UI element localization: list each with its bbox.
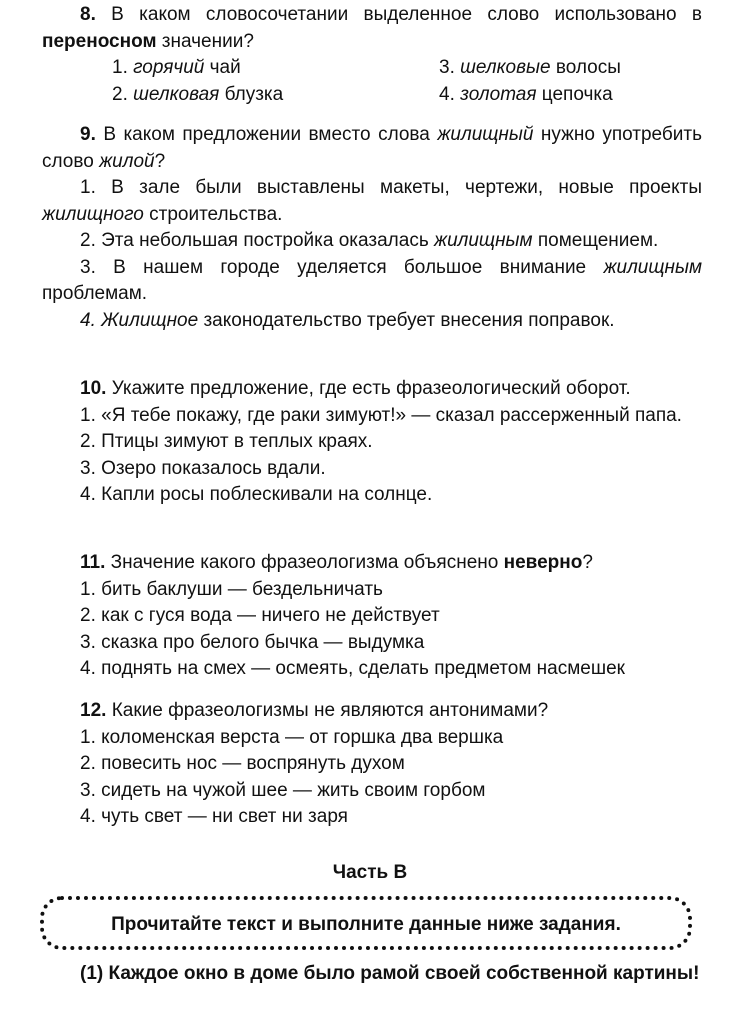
part-b-heading: Часть В (332, 862, 408, 883)
option: 1. горячий чай (112, 57, 241, 78)
question-12-prompt: 12. Какие фразеологизмы не являются антонимами? (80, 700, 549, 721)
option: 1. В зале были выставлены макеты, чертежи, новые проекты жилищного строительства. (42, 177, 702, 225)
question-8 (42, 2, 702, 108)
question-number: 9. (80, 124, 96, 145)
option: 4. чуть свет — ни свет ни заря (80, 806, 348, 827)
question-8-prompt: 8. В каком словосочетании выделенное слово использовано в переносном значении? (42, 4, 702, 52)
option: 3. В нашем городе уделяется большое внимание жилищным проблемам. (42, 256, 702, 304)
option: 2. повесить нос — воспрянуть духом (80, 753, 405, 774)
option: 1. «Я тебе покажу, где раки зимуют!» — сказал рассерженный папа. (80, 404, 682, 426)
question-9 (42, 122, 702, 334)
question-8-options (112, 55, 702, 108)
emphasis-bold: переносном (42, 30, 157, 52)
instruction-text: Прочитайте текст и выполните данные ниже задания. (111, 914, 621, 935)
option: 2. как с гуся вода — ничего не действует (80, 605, 440, 626)
question-10-prompt: 10. Укажите предложение, где есть фразеологический оборот. (80, 378, 631, 399)
question-number: 8. (80, 4, 96, 25)
option: 3. сказка про белого бычка — выдумка (80, 631, 425, 653)
instruction-box (40, 896, 692, 950)
option: 3. шелковые волосы (439, 57, 621, 78)
question-9-prompt: 9. В каком предложении вместо слова жилищный нужно употребить слово жилой? (42, 124, 702, 172)
question-11-prompt: 11. Значение какого фразеологизма объяснено неверно? (80, 552, 593, 573)
option: 3. Озеро показалось вдали. (80, 457, 326, 479)
option: 2. Эта небольшая постройка оказалась жилищным помещением. (80, 230, 659, 251)
option: 2. Птицы зимуют в теплых краях. (80, 431, 373, 452)
text-sentence-1: (1) Каждое окно в доме было рамой своей собственной картины! (80, 963, 700, 984)
option: 4. Капли росы поблескивали на солнце. (80, 484, 433, 505)
question-11 (42, 550, 702, 683)
option: 4. поднять на смех — осмеять, сделать предметом насмешек (80, 658, 625, 679)
option: 1. коломенская верста — от горшка два вершка (80, 726, 504, 748)
question-12 (42, 698, 702, 831)
option: 3. сидеть на чужой шее — жить своим горбом (80, 779, 486, 801)
question-number: 10. (80, 378, 107, 399)
option: 1. бить баклуши — бездельничать (80, 578, 383, 600)
option: 2. шелковая блузка (112, 83, 284, 105)
question-number: 12. (80, 700, 107, 721)
question-number: 11. (80, 552, 106, 573)
question-10 (42, 376, 702, 509)
option: 4. Жилищное законодательство требует внесения поправок. (80, 309, 615, 331)
option: 4. золотая цепочка (439, 83, 613, 105)
